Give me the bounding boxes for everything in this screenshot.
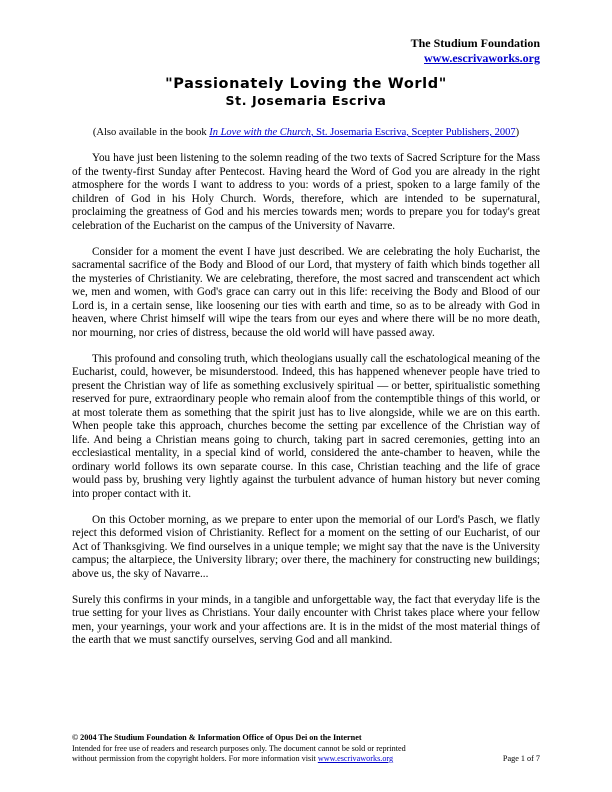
footer-website-link[interactable]: www.escrivaworks.org [317, 754, 394, 763]
document-body [72, 152, 540, 660]
paragraph-3: This profound and consoling truth, which theologians usually call the eschatological meaning of the Eucharist, could, however, be misunderstood. Indeed, this has happened whenever people have tried to present the Christian way of life as something exclusively spiritual — or better, spiritualistic something reserved for pure, extraordinary people who remain aloof from the contemptible things of this world, or at most tolerate them as something that the spirit just has to live alongside, while we are on this earth. When people take this approach, churches become the setting par excellence of the Christian way of life. And being a Christian means going to church, taking part in sacred ceremonies, getting into an ecclesiastical mentality, in a special kind of world, considered the ante-chamber to heaven, while the ordinary world follows its own separate course. In this case, Christian teaching and the life of grace would pass by, brushing very lightly against the turbulent advance of human history but never coming into proper contact with it. [72, 352, 540, 500]
paragraph-5: Surely this confirms in your minds, in a tangible and unforgettable way, the fact that everyday life is the true setting for your lives as Christians. Your daily encounter with Christ takes place where your fellow men, your yearnings, your work and your affections are. It is in the midst of the most material things of the earth that we must sanctify ourselves, serving God and all mankind. [72, 593, 540, 646]
header-website-link[interactable]: www.escrivaworks.org [424, 51, 540, 65]
page-number: Page 1 of 7 [502, 754, 540, 763]
document-title: "Passionately Loving the World" [165, 76, 447, 92]
title-block [0, 76, 612, 108]
book-details-link[interactable]: , St. Josemaria Escriva, Scepter Publishers, 2007 [310, 127, 516, 138]
header-org-name: The Studium Foundation [410, 36, 540, 50]
paragraph-4: On this October morning, as we prepare to enter upon the memorial of our Lord's Pasch, we flatly reject this deformed vision of Christianity. Reflect for a moment on the setting of our Eucharist, of our Act of Thanksgiving. We find ourselves in a unique temple; we might say that the nave is the University campus; the altarpiece, the University library; over there, the machinery for constructing new buildings; above us, the sky of Navarre... [72, 513, 540, 580]
page-footer [72, 733, 540, 765]
footer-copyright: © 2004 The Studium Foundation & Information Office of Opus Dei on the Internet [72, 733, 362, 742]
book-title-link[interactable]: In Love with the Church [209, 127, 311, 138]
paragraph-1: You have just been listening to the solemn reading of the two texts of Sacred Scripture for the Mass of the twenty-first Sunday after Pentecost. Having heard the Word of God you are already in the right atmosphere for the words I want to address to you: words of a priest, spoken to a large family of the children of God in his Holy Church. Words, therefore, which are intended to be supernatural, proclaiming the greatness of God and his mercies towards men; words to prepare you for today's great celebration of the Eucharist on the campus of the University of Navarre. [72, 152, 540, 232]
footer-last-row [72, 754, 540, 765]
footer-usage-line: Intended for free use of readers and research purposes only. The document cannot be sold or reprinted [72, 743, 406, 753]
availability-note [0, 126, 612, 139]
footer-permission-line [72, 754, 393, 765]
paragraph-2: Consider for a moment the event I have just described. We are celebrating the holy Eucharist, the sacramental sacrifice of the Body and Blood of our Lord, that mystery of faith which binds together all the mysteries of Christianity. We are celebrating, therefore, the most sacred and transcendent act which we, men and women, with God's grace can carry out in this life: receiving the Body and Blood of our Lord is, in a certain sense, like loosening our ties with earth and time, so as to be already with God in heaven, where Christ himself will wipe the tears from our eyes and where there will be no more death, nor mourning, nor cries of distress, because the old world will have passed away. [72, 245, 540, 339]
availability-prefix: (Also available in the book [92, 127, 210, 138]
availability-suffix: ) [515, 127, 520, 138]
document-author: St. Josemaria Escriva [225, 93, 387, 108]
page-header [411, 36, 540, 66]
footer-permission-text: without permission from the copyright holders. For more information visit [72, 754, 318, 763]
